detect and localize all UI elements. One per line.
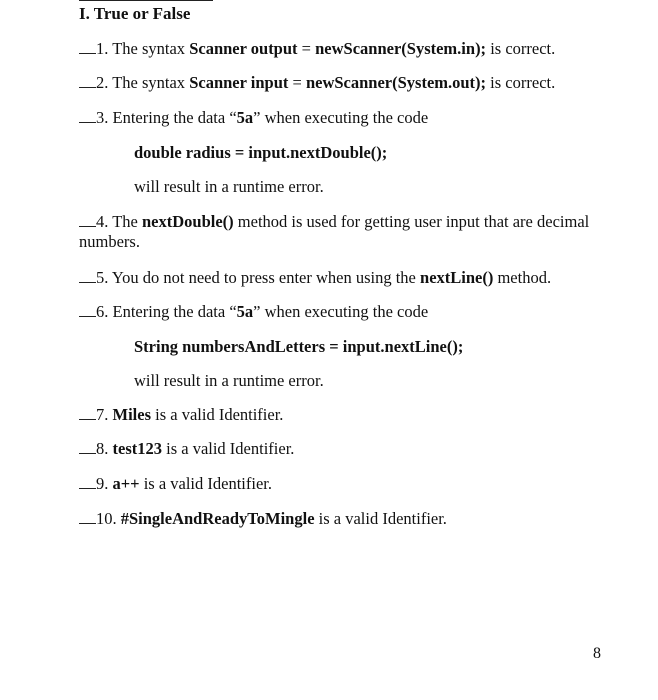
question-number: 9. — [96, 474, 109, 493]
question-2: 2. The syntax Scanner input = newScanner(System.out); is correct. — [79, 73, 555, 93]
question-number: 3. — [96, 108, 109, 127]
question-number: 10. — [96, 509, 117, 528]
question-number: 8. — [96, 439, 109, 458]
header-rule — [79, 0, 213, 1]
question-4: 4. The nextDouble() method is used for getting user input that are decimal numbers. — [79, 212, 590, 251]
question-number: 7. — [96, 405, 109, 424]
answer-blank-1[interactable] — [79, 40, 96, 54]
section-title: I. True or False — [79, 4, 191, 23]
answer-blank-9[interactable] — [79, 475, 96, 489]
code-snippet-6: String numbersAndLetters = input.nextLine(); — [134, 337, 464, 356]
answer-blank-7[interactable] — [79, 406, 96, 420]
question-8: 8. test123 is a valid Identifier. — [79, 439, 294, 459]
question-number: 2. — [96, 73, 109, 92]
answer-blank-2[interactable] — [79, 74, 96, 88]
question-number: 6. — [96, 302, 109, 321]
answer-blank-5[interactable] — [79, 269, 96, 283]
question-6-followup: will result in a runtime error. — [134, 371, 324, 390]
answer-blank-8[interactable] — [79, 440, 96, 454]
question-9: 9. a++ is a valid Identifier. — [79, 474, 272, 494]
question-6: 6. Entering the data “5a” when executing the code — [79, 302, 428, 322]
question-number: 4. — [96, 212, 109, 231]
question-7: 7. Miles is a valid Identifier. — [79, 405, 283, 425]
question-number: 1. — [96, 39, 109, 58]
page-number: 8 — [593, 645, 601, 662]
code-snippet-3: double radius = input.nextDouble(); — [134, 143, 388, 162]
answer-blank-6[interactable] — [79, 303, 96, 317]
question-3: 3. Entering the data “5a” when executing the code — [79, 108, 428, 128]
question-number: 5. — [96, 268, 109, 287]
question-5: 5. You do not need to press enter when using the nextLine() method. — [79, 268, 551, 288]
answer-blank-3[interactable] — [79, 109, 96, 123]
question-3-followup: will result in a runtime error. — [134, 177, 324, 196]
answer-blank-10[interactable] — [79, 510, 96, 524]
question-10: 10. #SingleAndReadyToMingle is a valid Identifier. — [79, 509, 447, 529]
answer-blank-4[interactable] — [79, 213, 96, 227]
question-1: 1. The syntax Scanner output = newScanner(System.in); is correct. — [79, 39, 555, 59]
